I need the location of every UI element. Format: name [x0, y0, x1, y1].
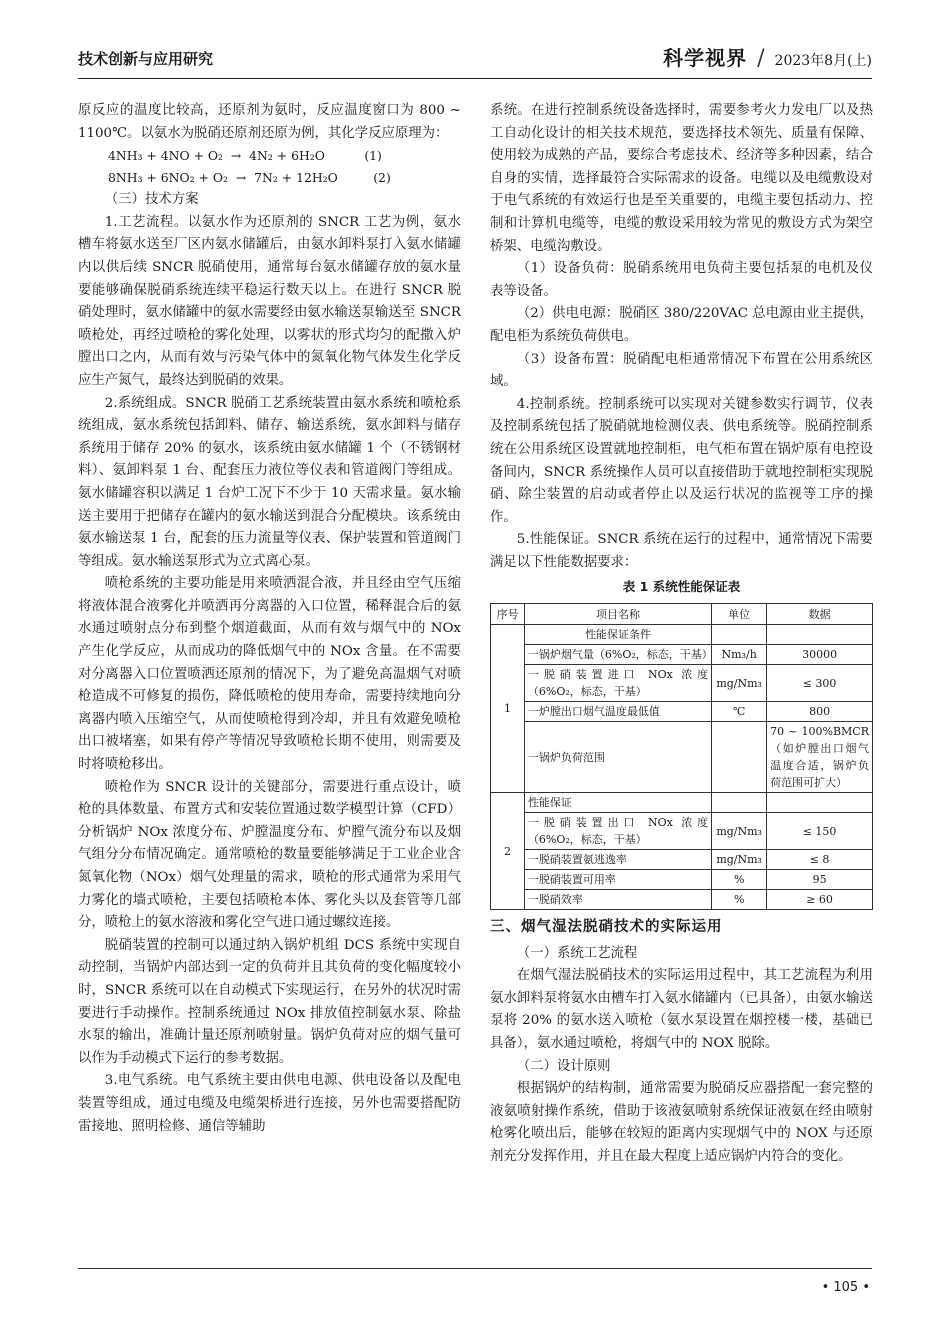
- header-cell: 数据: [767, 604, 873, 625]
- item-value: 95: [767, 870, 873, 890]
- paragraph: 根据锅炉的结构制，通常需要为脱硝反应器搭配一套完整的液氨喷射操作系统，借助于该液氨喷射系统保证液氨在经由喷射枪雾化喷出后，能够在较短的距离内实现烟气中的 NOX 与还原剂充分发挥作用，并且在最大程度上适应锅炉内符合的变化。: [490, 1081, 873, 1164]
- item-value: ≤ 300: [767, 665, 873, 702]
- item-name: 一脱硝装置出口 NOx 浓度（6%O₂，标态，干基）: [524, 813, 711, 850]
- performance-table: [490, 603, 873, 910]
- paragraph: （3）设备布置：脱硝配电柜通常情况下布置在公用系统区域。: [490, 351, 873, 390]
- table-row: [491, 793, 873, 813]
- item-name: 一脱硝效率: [524, 890, 711, 910]
- header-cell: 序号: [491, 604, 525, 625]
- table-row: [491, 702, 873, 722]
- header-divider: /: [757, 46, 765, 71]
- table-row: [491, 645, 873, 665]
- section-title: 技术创新与应用研究: [78, 50, 214, 68]
- paragraph: 5.性能保证。SNCR 系统在运行的过程中，通常情况下需要满足以下性能数据要求：: [490, 532, 873, 570]
- group-title: 性能保证条件: [524, 625, 711, 645]
- paragraph: 1.工艺流程。以氨水作为还原剂的 SNCR 工艺为例，氨水槽车将氨水送至厂区内氨水储罐后，由氨水卸料泵打入氨水储罐内以供后续 SNCR 脱硝使用，通常每台氨水储罐存放的氨水量要能够确保脱硝系统连续平稳运行数天以上。在进行 SNCR 脱硝处理时，氨水储罐中的氨水需要经由氨水输送泵输送至 SNCR 喷枪处，再经过喷枪的雾化处理，以雾状的形式均匀的配撒入炉膛出口之内，从而有效与污染气体中的氮氧化物气体发生化学反应生产氮气，最终达到脱硝的效果。: [78, 214, 461, 388]
- paragraph: 在烟气湿法脱硝技术的实际运用过程中，其工艺流程为利用氨水卸料泵将氨水由槽车打入氨水储罐内（已具备），由氨水输送泵将 20% 的氨水送入喷枪（氨水泵设置在烟控楼一楼，基础已具备），氨水通过喷枪，将烟气中的 NOX 脱除。: [490, 968, 873, 1052]
- header-cell: 项目名称: [524, 604, 711, 625]
- table-row: [491, 665, 873, 702]
- table-row: [491, 722, 873, 793]
- paragraph: 2.系统组成。SNCR 脱硝工艺系统装置由氨水系统和喷枪系统组成，氨水系统包括卸料、储存、输送系统，氨水卸料与储存系统用于储存 20% 的氨水，该系统由氨水储罐 1 个（不锈钢材料）、氨卸料泵 1 台、配套压力液位等仪表和管道阀门等组成。氨水储罐容积以满足 1 台炉工况下不少于 10 天需求量。氨水输送主要用于把储存在罐内的氨水输送到混合分配模块。该系统由氨水输送泵 1 台，配套的压力流量等仪表、保护装置和管道阀门等组成。氨水输送泵形式为立式离心泵。: [78, 395, 461, 569]
- table-header-row: [491, 604, 873, 625]
- equation-1: 4NH₃ + 4NO + O₂ → 4N₂ + 6H₂O (1): [108, 148, 382, 164]
- header-rule: [78, 78, 872, 79]
- subsection-heading: （二）设计原则: [516, 1058, 611, 1074]
- journal-name: 科学视界: [663, 46, 748, 70]
- row-number: 2: [491, 793, 525, 910]
- table-caption: 表 1 系统性能保证表: [622, 579, 741, 595]
- item-value: ≤ 150: [767, 813, 873, 850]
- item-name: 一脱硝装置进口 NOx 浓度（6%O₂，标态，干基）: [524, 665, 711, 702]
- header-cell: 单位: [712, 604, 767, 625]
- paragraph: （1）设备负荷：脱硝系统用电负荷主要包括泵的电机及仪表等设备。: [490, 261, 873, 299]
- item-unit: ℃: [712, 702, 767, 722]
- item-unit: Nm₃/h: [712, 645, 767, 665]
- item-unit: mg/Nm₃: [712, 665, 767, 702]
- item-name: 一脱硝装置氨逃逸率: [524, 850, 711, 870]
- item-name: 一锅炉烟气量（6%O₂，标态，干基）: [524, 645, 711, 665]
- page-header: [78, 40, 872, 74]
- table-row: [491, 850, 873, 870]
- paragraph: 3.电气系统。电气系统主要由供电电源、供电设备以及配电装置等组成，通过电缆及电缆架桥进行连接，另外也需要搭配防雷接地、照明检修、通信等辅助: [78, 1073, 461, 1134]
- table-row: [491, 870, 873, 890]
- subsection-heading: （三）技术方案: [104, 192, 199, 208]
- left-column: [78, 100, 461, 1138]
- right-column: [490, 100, 873, 1169]
- table-row: [491, 813, 873, 850]
- item-value: ≥ 60: [767, 890, 873, 910]
- item-unit: %: [712, 870, 767, 890]
- footer-rule: [78, 1268, 872, 1269]
- item-value: ≤ 8: [767, 850, 873, 870]
- item-unit: mg/Nm₃: [712, 850, 767, 870]
- table-row: [491, 890, 873, 910]
- paragraph: 系统。在进行控制系统设备选择时，需要参考火力发电厂以及热工自动化设计的相关技术规范，要选择技术领先、质量有保障、使用较为成熟的产品，要综合考虑技术、经济等多种因素，结合自身的实情，选择最符合实际需求的设备。电缆以及电缆敷设对于电气系统的有效运行也是至关重要的，电缆主要包括动力、控制和计算机电缆等，电缆的敷设采用较为常见的敷设方式为架空桥架、电缆沟敷设。: [490, 103, 873, 254]
- item-value: 800: [767, 702, 873, 722]
- issue-date: 2023年8月(上): [774, 53, 872, 69]
- item-value: 70 ~ 100%BMCR（如炉膛出口烟气温度合适，锅炉负荷范围可扩大）: [767, 722, 873, 793]
- item-unit: [712, 722, 767, 793]
- item-value: 30000: [767, 645, 873, 665]
- equation-2: 8NH₃ + 6NO₂ + O₂ → 7N₂ + 12H₂O (2): [108, 170, 391, 186]
- item-unit: %: [712, 890, 767, 910]
- row-number: 1: [491, 625, 525, 793]
- section-heading: 三、烟气湿法脱硝技术的实际运用: [490, 919, 723, 936]
- group-title: 性能保证: [524, 793, 711, 813]
- paragraph: 喷枪作为 SNCR 设计的关键部分，需要进行重点设计，喷枪的具体数量、布置方式和安装位置通过数学模型计算（CFD）分析锅炉 NOx 浓度分布、炉膛温度分布、炉膛气流分布以及烟气组分分布情况确定。通常喷枪的数量要能够满足于工业企业含氮氧化物（NOx）烟气处理量的需求，喷枪的形式通常为采用气力雾化的墙式喷枪，主要包括喷枪本体、雾化头以及套管等几部分，喷枪上的氨水溶液和雾化空气进口通过螺纹连接。: [78, 779, 461, 931]
- table-row: [491, 625, 873, 645]
- subsection-heading: （一）系统工艺流程: [516, 945, 638, 961]
- paragraph: 脱硝装置的控制可以通过纳入锅炉机组 DCS 系统中实现自动控制，当锅炉内部达到一定的负荷并且其负荷的变化幅度较小时，SNCR 系统可以在自动模式下实现运行，在另外的状况时需要进行手动操作。控制系统通过 NOx 排放值控制氨水泵、除盐水泵的输出，准确计量还原剂喷射量。锅炉负荷对应的烟气量可以作为手动模式下运行的参考数据。: [78, 937, 461, 1066]
- paragraph: 4.控制系统。控制系统可以实现对关键参数实行调节，仪表及控制系统包括了脱硝就地检测仪表、供电系统等。脱硝控制系统在公用系统区设置就地控制柜，电气柜布置在锅炉原有电控设备间内，SNCR 系统操作人员可以直接借助于就地控制柜实现脱硝、除尘装置的启动或者停止以及运行状况的监视等工序的操作。: [490, 396, 873, 525]
- item-name: 一炉膛出口烟气温度最低值: [524, 702, 711, 722]
- paragraph: （2）供电电源：脱硝区 380/220VAC 总电源由业主提供，配电柜为系统负荷供电。: [490, 306, 873, 344]
- paragraph: 喷枪系统的主要功能是用来喷洒混合液，并且经由空气压缩将液体混合液雾化并喷洒再分离器的入口位置，稀释混合后的氨水通过喷射点分布到整个烟道截面，从而有效与烟气中的 NOx 产生化学反应，从而成功的降低烟气中的 NOx 含量。在不需要对分离器入口位置喷洒还原剂的情况下，为了避免高温烟气对喷枪造成不可修复的损伤，降低喷枪的使用寿命，需要持续地向分离器内喷入压缩空气，从而使喷枪得到冷却，并且有效避免喷枪出口被堵塞，如果有停产等情况导致喷枪长期不使用，则需要及时将喷枪移出。: [78, 576, 461, 773]
- page-number: • 105 •: [821, 1280, 870, 1295]
- item-unit: mg/Nm₃: [712, 813, 767, 850]
- item-name: 一锅炉负荷范围: [524, 722, 711, 793]
- item-name: 一脱硝装置可用率: [524, 870, 711, 890]
- journal-info: [663, 42, 872, 71]
- paragraph: 原反应的温度比较高，还原剂为氨时，反应温度窗口为 800 ~ 1100℃。以氨水为脱硝还原剂还原为例，其化学反应原理为：: [78, 103, 461, 141]
